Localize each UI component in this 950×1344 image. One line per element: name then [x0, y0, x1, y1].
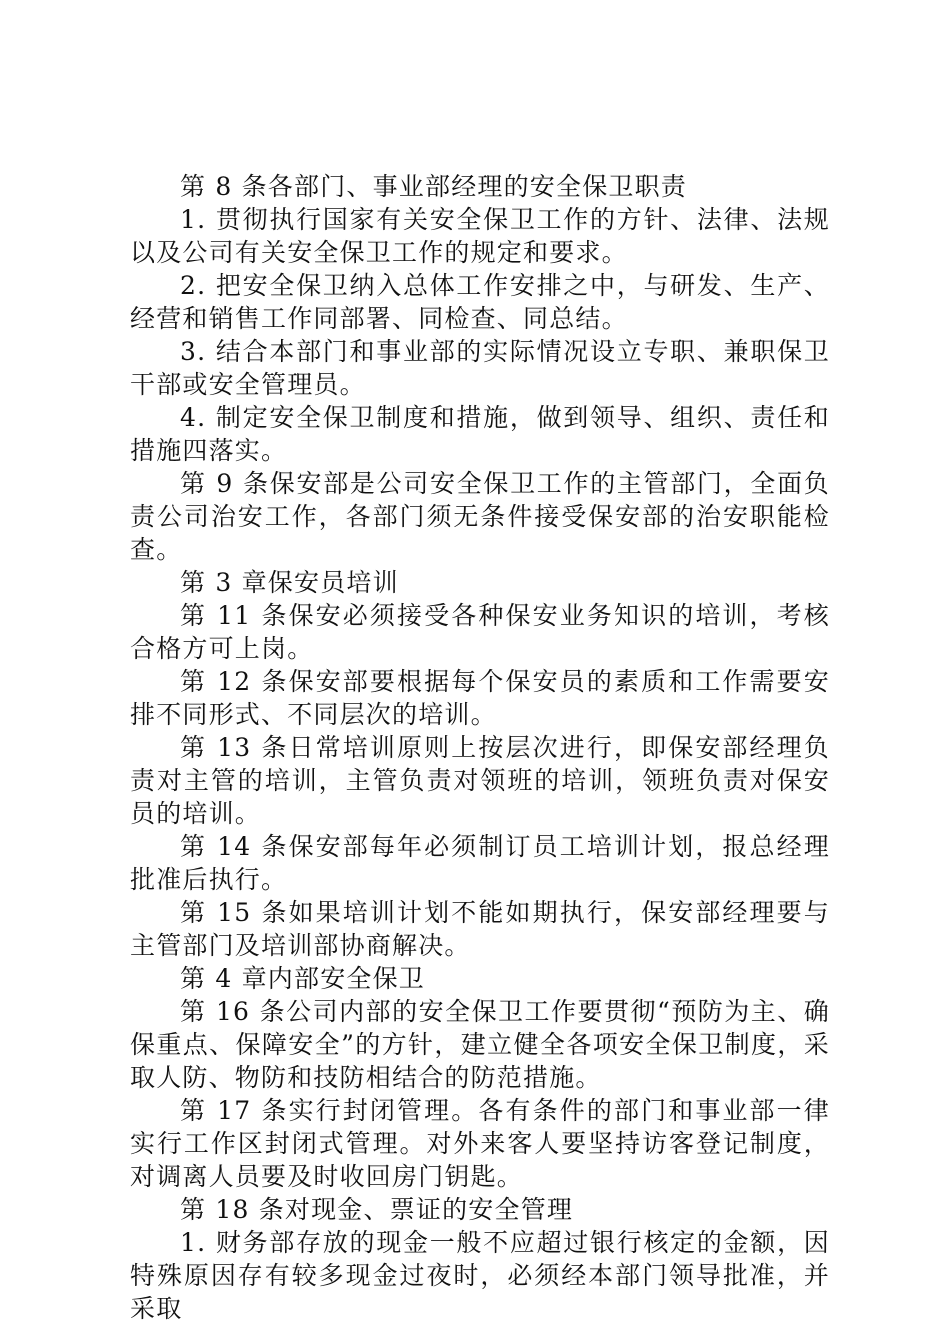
article-8-item-2: 2. 把安全保卫纳入总体工作安排之中，与研发、生产、经营和销售工作同部署、同检查、同总结。: [130, 271, 830, 333]
article-8-item-4: 4. 制定安全保卫制度和措施，做到领导、组织、责任和措施四落实。: [130, 403, 830, 465]
chapter-3-heading: 第 3 章保安员培训: [180, 568, 399, 597]
article-8-item-3: 3. 结合本部门和事业部的实际情况设立专职、兼职保卫干部或安全管理员。: [130, 337, 830, 399]
chapter-4-heading: 第 4 章内部安全保卫: [180, 964, 426, 993]
article-18-item-1: 1. 财务部存放的现金一般不应超过银行核定的金额，因特殊原因存有较多现金过夜时，必须经本部门领导批准，并采取: [130, 1228, 830, 1323]
article-13: 第 13 条日常培训原则上按层次进行，即保安部经理负责对主管的培训，主管负责对领班的培训，领班负责对保安员的培训。: [130, 733, 830, 828]
article-8-item-1: 1. 贯彻执行国家有关安全保卫工作的方针、法律、法规以及公司有关安全保卫工作的规定和要求。: [130, 205, 830, 267]
article-11: 第 11 条保安必须接受各种保安业务知识的培训，考核合格方可上岗。: [130, 601, 830, 663]
article-16: 第 16 条公司内部的安全保卫工作要贯彻“预防为主、确保重点、保障安全”的方针，建立健全各项安全保卫制度，采取人防、物防和技防相结合的防范措施。: [130, 997, 830, 1092]
article-15: 第 15 条如果培训计划不能如期执行，保安部经理要与主管部门及培训部协商解决。: [130, 898, 830, 960]
article-17: 第 17 条实行封闭管理。各有条件的部门和事业部一律实行工作区封闭式管理。对外来客人要坚持访客登记制度，对调离人员要及时收回房门钥匙。: [130, 1096, 830, 1191]
article-8-heading: 第 8 条各部门、事业部经理的安全保卫职责: [180, 172, 688, 201]
document-body: [130, 170, 830, 1325]
article-9: 第 9 条保安部是公司安全保卫工作的主管部门，全面负责公司治安工作，各部门须无条件接受保安部的治安职能检查。: [130, 469, 830, 564]
article-12: 第 12 条保安部要根据每个保安员的素质和工作需要安排不同形式、不同层次的培训。: [130, 667, 830, 729]
article-18-heading: 第 18 条对现金、票证的安全管理: [180, 1195, 574, 1224]
article-14: 第 14 条保安部每年必须制订员工培训计划，报总经理批准后执行。: [130, 832, 830, 894]
